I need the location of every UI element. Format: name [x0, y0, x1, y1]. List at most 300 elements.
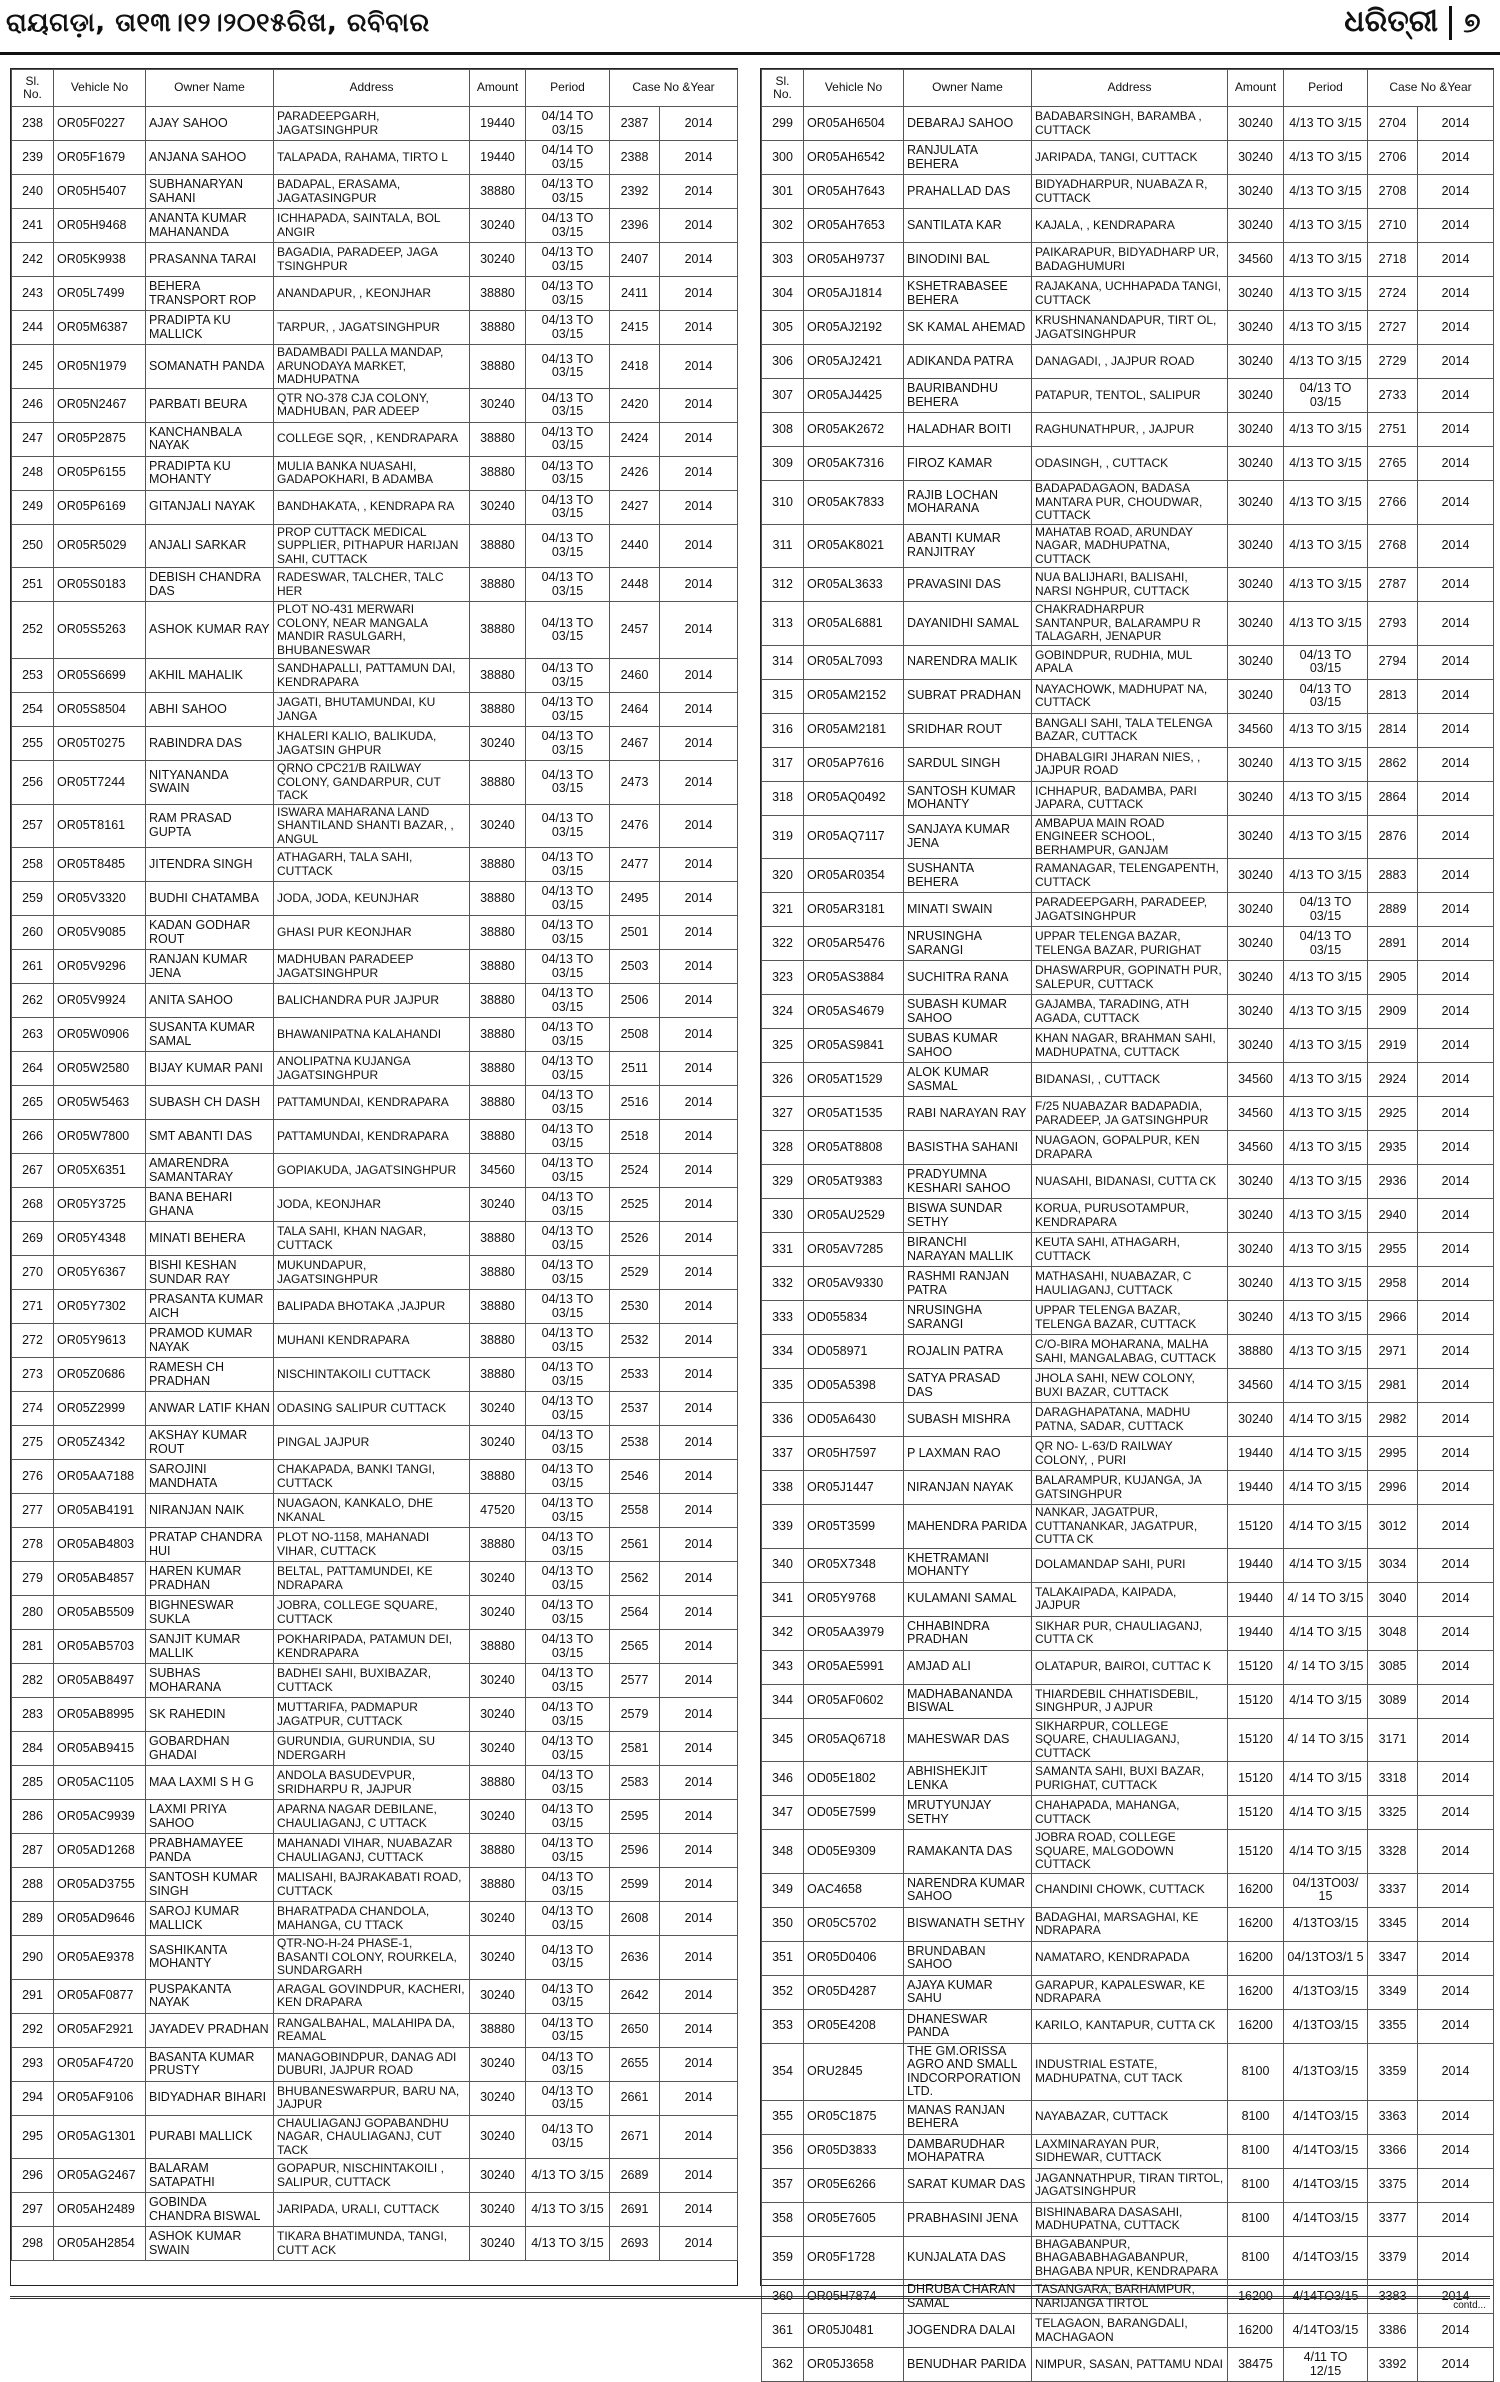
cell-case-no: 2464	[610, 693, 660, 727]
cell-address: DHASWARPUR, GOPINATH PUR, SALEPUR, CUTTACK	[1032, 961, 1228, 995]
cell-year: 2014	[1418, 2314, 1494, 2348]
cell-sl-no: 331	[762, 1233, 804, 1267]
cell-period: 04/13 TO 03/15	[526, 1528, 610, 1562]
cell-owner-name: AJAY SAHOO	[146, 107, 274, 141]
cell-owner-name: KSHETRABASEE BEHERA	[904, 277, 1032, 311]
cell-year: 2014	[660, 1460, 738, 1494]
cell-sl-no: 345	[762, 1718, 804, 1762]
table-row	[762, 141, 1494, 175]
table-row	[12, 1222, 738, 1256]
cell-owner-name: AMARENDRA SAMANTARAY	[146, 1154, 274, 1188]
cell-vehicle-no: OR05H5407	[54, 175, 146, 209]
cell-address: BADAMBADI PALLA MANDAP, ARUNODAYA MARKET, MADHUPATNA	[274, 345, 470, 389]
cell-case-no: 2396	[610, 209, 660, 243]
cell-sl-no: 306	[762, 345, 804, 379]
cell-address: MUHANI KENDRAPARA	[274, 1324, 470, 1358]
table-row	[12, 243, 738, 277]
cell-case-no: 2936	[1368, 1165, 1418, 1199]
cell-year: 2014	[660, 277, 738, 311]
cell-owner-name: KADAN GODHAR ROUT	[146, 916, 274, 950]
cell-vehicle-no: OR05Y6367	[54, 1256, 146, 1290]
cell-owner-name: AMJAD ALI	[904, 1650, 1032, 1684]
cell-year: 2014	[1418, 1873, 1494, 1907]
cell-vehicle-no: OR05Y9768	[804, 1582, 904, 1616]
cell-vehicle-no: OR05P6169	[54, 490, 146, 524]
cell-period: 4/13 TO 3/15	[1284, 713, 1368, 747]
table-row	[12, 2227, 738, 2261]
cell-vehicle-no: OR05M6387	[54, 311, 146, 345]
cell-vehicle-no: OR05W5463	[54, 1086, 146, 1120]
cell-period: 4/13 TO 3/15	[1284, 1267, 1368, 1301]
table-row	[762, 1233, 1494, 1267]
cell-owner-name: PRADIPTA KU MOHANTY	[146, 456, 274, 490]
cell-owner-name: PRADYUMNA KESHARI SAHOO	[904, 1165, 1032, 1199]
col-header-address: Address	[274, 70, 470, 107]
cell-owner-name: DAYANIDHI SAMAL	[904, 602, 1032, 646]
cell-case-no: 2883	[1368, 859, 1418, 893]
cell-case-no: 2526	[610, 1222, 660, 1256]
cell-sl-no: 304	[762, 277, 804, 311]
cell-case-no: 2704	[1368, 107, 1418, 141]
cell-case-no: 2424	[610, 422, 660, 456]
cell-vehicle-no: OR05N1979	[54, 345, 146, 389]
cell-owner-name: KUNJALATA DAS	[904, 2236, 1032, 2280]
cell-owner-name: GOBARDHAN GHADAI	[146, 1732, 274, 1766]
cell-vehicle-no: OR05J0481	[804, 2314, 904, 2348]
cell-period: 4/ 14 TO 3/15	[1284, 1582, 1368, 1616]
cell-vehicle-no: OR05AC1105	[54, 1766, 146, 1800]
table-row	[12, 1936, 738, 1980]
table-row	[12, 1528, 738, 1562]
cell-vehicle-no: OD05A6430	[804, 1403, 904, 1437]
cell-sl-no: 311	[762, 524, 804, 568]
cell-owner-name: HAREN KUMAR PRADHAN	[146, 1562, 274, 1596]
table-row	[762, 1907, 1494, 1941]
table-row	[762, 1369, 1494, 1403]
table-row	[762, 2348, 1494, 2382]
cell-sl-no: 242	[12, 243, 54, 277]
cell-period: 4/13 TO 3/15	[526, 2227, 610, 2261]
cell-amount: 38880	[470, 1528, 526, 1562]
cell-case-no: 2562	[610, 1562, 660, 1596]
cell-address: SAMANTA SAHI, BUXI BAZAR, PURIGHAT, CUTTACK	[1032, 1762, 1228, 1796]
cell-address: CHAHAPADA, MAHANGA, CUTTACK	[1032, 1796, 1228, 1830]
cell-owner-name: BAURIBANDHU BEHERA	[904, 379, 1032, 413]
cell-year: 2014	[1418, 1650, 1494, 1684]
cell-amount: 38880	[470, 602, 526, 659]
cell-owner-name: ABANTI KUMAR RANJITRAY	[904, 524, 1032, 568]
cell-sl-no: 292	[12, 2013, 54, 2047]
cell-amount: 38880	[470, 1120, 526, 1154]
cell-case-no: 2524	[610, 1154, 660, 1188]
cell-year: 2014	[1418, 2168, 1494, 2202]
cell-amount: 38880	[470, 761, 526, 805]
cell-year: 2014	[1418, 345, 1494, 379]
cell-case-no: 2503	[610, 950, 660, 984]
table-header-row	[762, 70, 1494, 107]
cell-case-no: 2671	[610, 2115, 660, 2159]
cell-vehicle-no: OR05AR5476	[804, 927, 904, 961]
table-row	[12, 1766, 738, 1800]
cell-case-no: 3034	[1368, 1548, 1418, 1582]
cell-owner-name: BALARAM SATAPATHI	[146, 2159, 274, 2193]
cell-period: 4/14TO3/15	[1284, 2236, 1368, 2280]
cell-year: 2014	[660, 1868, 738, 1902]
cell-vehicle-no: OR05AD9646	[54, 1902, 146, 1936]
cell-year: 2014	[1418, 713, 1494, 747]
cell-owner-name: SAROJ KUMAR MALLICK	[146, 1902, 274, 1936]
table-row	[12, 2013, 738, 2047]
cell-period: 04/13 TO 03/15	[1284, 893, 1368, 927]
cell-sl-no: 253	[12, 659, 54, 693]
table-row	[762, 1437, 1494, 1471]
cell-period: 04/13 TO 03/15	[526, 345, 610, 389]
cell-year: 2014	[660, 1290, 738, 1324]
cell-owner-name: DHANESWAR PANDA	[904, 2009, 1032, 2043]
cell-address: GHASI PUR KEONJHAR	[274, 916, 470, 950]
cell-amount: 30240	[470, 490, 526, 524]
cell-address: BHAGABANPUR, BHAGABABHAGABANPUR, BHAGABA NPUR, KENDRAPARA	[1032, 2236, 1228, 2280]
cell-address: DOLAMANDAP SAHI, PURI	[1032, 1548, 1228, 1582]
cell-sl-no: 293	[12, 2047, 54, 2081]
table-row	[762, 175, 1494, 209]
cell-case-no: 2533	[610, 1358, 660, 1392]
cell-vehicle-no: OR05AJ1814	[804, 277, 904, 311]
cell-case-no: 2995	[1368, 1437, 1418, 1471]
cell-amount: 30240	[470, 1732, 526, 1766]
cell-year: 2014	[1418, 1796, 1494, 1830]
cell-case-no: 2388	[610, 141, 660, 175]
cell-period: 04/13 TO 03/15	[1284, 927, 1368, 961]
cell-vehicle-no: OR05AB4857	[54, 1562, 146, 1596]
cell-period: 4/13 TO 3/15	[1284, 1131, 1368, 1165]
cell-amount: 16200	[1228, 1941, 1284, 1975]
cell-case-no: 2966	[1368, 1301, 1418, 1335]
table-row	[12, 1052, 738, 1086]
cell-sl-no: 336	[762, 1403, 804, 1437]
cell-period: 04/13 TO 03/15	[526, 175, 610, 209]
cell-case-no: 2891	[1368, 927, 1418, 961]
cell-period: 4/13 TO 3/15	[1284, 602, 1368, 646]
cell-amount: 38475	[1228, 2348, 1284, 2382]
table-row	[12, 1018, 738, 1052]
cell-vehicle-no: OR05X7348	[804, 1548, 904, 1582]
cell-amount: 30240	[470, 388, 526, 422]
cell-vehicle-no: OR05T8485	[54, 848, 146, 882]
cell-owner-name: NIRANJAN NAIK	[146, 1494, 274, 1528]
cell-address: MUKUNDAPUR, JAGATSINGHPUR	[274, 1256, 470, 1290]
cell-sl-no: 259	[12, 882, 54, 916]
cell-period: 04/13 TO 03/15	[526, 1664, 610, 1698]
cell-period: 4/14 TO 3/15	[1284, 1403, 1368, 1437]
cell-vehicle-no: OR05L7499	[54, 277, 146, 311]
cell-vehicle-no: OR05E7605	[804, 2202, 904, 2236]
cell-year: 2014	[660, 1596, 738, 1630]
cell-sl-no: 254	[12, 693, 54, 727]
col-header-amount: Amount	[1228, 70, 1284, 107]
cell-vehicle-no: OR05P2875	[54, 422, 146, 456]
cell-address: BADAPAL, ERASAMA, JAGATASINGPUR	[274, 175, 470, 209]
table-row	[12, 1732, 738, 1766]
page-footer	[0, 2290, 1500, 2339]
cell-year: 2014	[1418, 1233, 1494, 1267]
cell-owner-name: BUDHI CHATAMBA	[146, 882, 274, 916]
cell-case-no: 2650	[610, 2013, 660, 2047]
cell-year: 2014	[1418, 1548, 1494, 1582]
cell-owner-name: BASANTA KUMAR PRUSTY	[146, 2047, 274, 2081]
cell-owner-name: BENUDHAR PARIDA	[904, 2348, 1032, 2382]
cell-period: 4/ 14 TO 3/15	[1284, 1718, 1368, 1762]
cell-owner-name: SASHIKANTA MOHANTY	[146, 1936, 274, 1980]
cell-period: 04/13 TO 03/15	[1284, 679, 1368, 713]
cell-owner-name: SUCHITRA RANA	[904, 961, 1032, 995]
cell-owner-name: RAJIB LOCHAN MOHARANA	[904, 481, 1032, 525]
cell-period: 04/13 TO 03/15	[526, 727, 610, 761]
cell-sl-no: 300	[762, 141, 804, 175]
cell-address: PATTAMUNDAI, KENDRAPARA	[274, 1086, 470, 1120]
table-row	[12, 1120, 738, 1154]
cell-case-no: 2473	[610, 761, 660, 805]
cell-address: MALISAHI, BAJRAKABATI ROAD, CUTTACK	[274, 1868, 470, 1902]
cell-period: 04/13 TO 03/15	[526, 1324, 610, 1358]
cell-vehicle-no: OR05Z2999	[54, 1392, 146, 1426]
cell-case-no: 2794	[1368, 645, 1418, 679]
cell-sl-no: 354	[762, 2043, 804, 2100]
table-row	[762, 524, 1494, 568]
cell-year: 2014	[660, 456, 738, 490]
table-row	[12, 602, 738, 659]
cell-year: 2014	[1418, 1582, 1494, 1616]
table-row	[12, 2193, 738, 2227]
cell-year: 2014	[1418, 1335, 1494, 1369]
cell-amount: 30240	[1228, 345, 1284, 379]
table-row	[12, 1902, 738, 1936]
cell-year: 2014	[1418, 1471, 1494, 1505]
cell-vehicle-no: OR05AA7188	[54, 1460, 146, 1494]
cell-address: JARIPADA, TANGI, CUTTACK	[1032, 141, 1228, 175]
table-row	[762, 1267, 1494, 1301]
cell-vehicle-no: OR05F1679	[54, 141, 146, 175]
cell-address: BADAGHAI, MARSAGHAI, KE NDRAPARA	[1032, 1907, 1228, 1941]
cell-case-no: 2595	[610, 1800, 660, 1834]
cell-case-no: 3048	[1368, 1616, 1418, 1650]
cell-case-no: 2693	[610, 2227, 660, 2261]
cell-amount: 38880	[470, 916, 526, 950]
col-header-amount: Amount	[470, 70, 526, 107]
cell-owner-name: SUBASH MISHRA	[904, 1403, 1032, 1437]
cell-year: 2014	[1418, 2100, 1494, 2134]
cell-period: 04/13 TO 03/15	[526, 882, 610, 916]
cell-vehicle-no: OR05AV7285	[804, 1233, 904, 1267]
cell-amount: 38880	[470, 1766, 526, 1800]
cell-amount: 30240	[470, 1426, 526, 1460]
table-row	[12, 761, 738, 805]
cell-period: 04/13 TO 03/15	[526, 1256, 610, 1290]
cell-year: 2014	[660, 1222, 738, 1256]
table-row	[762, 1548, 1494, 1582]
cell-case-no: 3040	[1368, 1582, 1418, 1616]
cell-case-no: 2751	[1368, 413, 1418, 447]
table-row	[762, 1718, 1494, 1762]
cell-vehicle-no: OR05AB9415	[54, 1732, 146, 1766]
cell-year: 2014	[660, 1528, 738, 1562]
cell-owner-name: BISHI KESHAN SUNDAR RAY	[146, 1256, 274, 1290]
cell-amount: 30240	[1228, 107, 1284, 141]
cell-case-no: 2876	[1368, 815, 1418, 859]
cell-vehicle-no: OR05AF0877	[54, 1979, 146, 2013]
cell-owner-name: RANJULATA BEHERA	[904, 141, 1032, 175]
cell-vehicle-no: OR05H9468	[54, 209, 146, 243]
cell-year: 2014	[660, 804, 738, 848]
cell-case-no: 2460	[610, 659, 660, 693]
cell-sl-no: 301	[762, 175, 804, 209]
cell-owner-name: NARENDRA KUMAR SAHOO	[904, 1873, 1032, 1907]
table-row	[762, 311, 1494, 345]
table-row	[762, 602, 1494, 646]
cell-vehicle-no: OR05AD1268	[54, 1834, 146, 1868]
cell-address: SANDHAPALLI, PATTAMUN DAI, KENDRAPARA	[274, 659, 470, 693]
cell-owner-name: BIRANCHI NARAYAN MALLIK	[904, 1233, 1032, 1267]
table-row	[762, 927, 1494, 961]
cell-address: UPPAR TELENGA BAZAR, TELENGA BAZAR, PURIGHAT	[1032, 927, 1228, 961]
cell-vehicle-no: OR05C5702	[804, 1907, 904, 1941]
cell-case-no: 2925	[1368, 1097, 1418, 1131]
cell-period: 4/13 TO 3/15	[1284, 995, 1368, 1029]
cell-case-no: 2608	[610, 1902, 660, 1936]
cell-sl-no: 286	[12, 1800, 54, 1834]
cell-address: BELTAL, PATTAMUNDEI, KE NDRAPARA	[274, 1562, 470, 1596]
cell-owner-name: SANTILATA KAR	[904, 209, 1032, 243]
cell-sl-no: 251	[12, 568, 54, 602]
cell-amount: 34560	[1228, 713, 1284, 747]
cell-case-no: 2971	[1368, 1335, 1418, 1369]
cell-amount: 30240	[1228, 995, 1284, 1029]
cell-sl-no: 308	[762, 413, 804, 447]
cell-year: 2014	[660, 1732, 738, 1766]
cell-period: 4/ 14 TO 3/15	[1284, 1650, 1368, 1684]
cell-case-no: 2766	[1368, 481, 1418, 525]
table-row	[12, 2047, 738, 2081]
cell-period: 4/13 TO 3/15	[1284, 1233, 1368, 1267]
cell-address: RAGHUNATHPUR, , JAJPUR	[1032, 413, 1228, 447]
cell-address: MAHANADI VIHAR, NUABAZAR CHAULIAGANJ, CUTTACK	[274, 1834, 470, 1868]
cell-vehicle-no: OR05AS3884	[804, 961, 904, 995]
cell-amount: 38880	[470, 1052, 526, 1086]
cell-vehicle-no: OR05AT1529	[804, 1063, 904, 1097]
cell-period: 04/13 TO 03/15	[526, 1426, 610, 1460]
cell-sl-no: 297	[12, 2193, 54, 2227]
cell-amount: 38880	[470, 1358, 526, 1392]
cell-owner-name: SUBAS KUMAR SAHOO	[904, 1029, 1032, 1063]
cell-owner-name: JAYADEV PRADHAN	[146, 2013, 274, 2047]
cell-sl-no: 285	[12, 1766, 54, 1800]
cell-owner-name: PRAMOD KUMAR NAYAK	[146, 1324, 274, 1358]
cell-sl-no: 241	[12, 209, 54, 243]
cell-vehicle-no: OR05AQ0492	[804, 781, 904, 815]
cell-case-no: 2909	[1368, 995, 1418, 1029]
cell-amount: 8100	[1228, 2236, 1284, 2280]
cell-sl-no: 262	[12, 984, 54, 1018]
cell-sl-no: 344	[762, 1684, 804, 1718]
cell-amount: 19440	[1228, 1616, 1284, 1650]
cell-vehicle-no: OR05AE9378	[54, 1936, 146, 1980]
cell-amount: 30240	[470, 1936, 526, 1980]
footer-rule	[10, 2296, 1490, 2299]
vehicle-tax-table-right	[761, 69, 1494, 2382]
cell-vehicle-no: OR05AS9841	[804, 1029, 904, 1063]
cell-owner-name: HALADHAR BOITI	[904, 413, 1032, 447]
cell-address: BADABARSINGH, BARAMBA , CUTTACK	[1032, 107, 1228, 141]
cell-address: JOBRA, COLLEGE SQUARE, CUTTACK	[274, 1596, 470, 1630]
cell-vehicle-no: OR05T7244	[54, 761, 146, 805]
cell-sl-no: 246	[12, 388, 54, 422]
cell-period: 04/13 TO 03/15	[526, 2013, 610, 2047]
cell-owner-name: ABHI SAHOO	[146, 693, 274, 727]
table-row	[762, 2236, 1494, 2280]
cell-address: PARADEEPGARH, PARADEEP, JAGATSINGHPUR	[1032, 893, 1228, 927]
cell-address: F/25 NUABAZAR BADAPADIA, PARADEEP, JA GATSINGHPUR	[1032, 1097, 1228, 1131]
cell-period: 04/13 TO 03/15	[526, 1979, 610, 2013]
cell-vehicle-no: OR05AH2489	[54, 2193, 146, 2227]
cell-period: 4/13 TO 3/15	[1284, 1165, 1368, 1199]
cell-amount: 30240	[1228, 602, 1284, 646]
cell-year: 2014	[660, 727, 738, 761]
cell-year: 2014	[1418, 1941, 1494, 1975]
cell-case-no: 2864	[1368, 781, 1418, 815]
cell-sl-no: 320	[762, 859, 804, 893]
cell-address: BADAPADAGAON, BADASA MANTARA PUR, CHOUDWAR, CUTTACK	[1032, 481, 1228, 525]
cell-address: PAIKARAPUR, BIDYADHARP UR, BADAGHUMURI	[1032, 243, 1228, 277]
cell-period: 4/13 TO 3/15	[1284, 747, 1368, 781]
cell-period: 4/14TO3/15	[1284, 2168, 1368, 2202]
cell-year: 2014	[1418, 645, 1494, 679]
table-row	[762, 1650, 1494, 1684]
cell-sl-no: 295	[12, 2115, 54, 2159]
table-row	[762, 713, 1494, 747]
table-row	[12, 1630, 738, 1664]
table-row	[12, 1800, 738, 1834]
cell-vehicle-no: OR05Z0686	[54, 1358, 146, 1392]
table-row	[762, 893, 1494, 927]
cell-case-no: 2955	[1368, 1233, 1418, 1267]
cell-year: 2014	[1418, 1505, 1494, 1549]
cell-amount: 15120	[1228, 1650, 1284, 1684]
cell-period: 4/14TO3/15	[1284, 2100, 1368, 2134]
cell-vehicle-no: OR05F1728	[804, 2236, 904, 2280]
table-row	[762, 209, 1494, 243]
table-row	[12, 1154, 738, 1188]
cell-sl-no: 255	[12, 727, 54, 761]
cell-year: 2014	[1418, 2009, 1494, 2043]
cell-year: 2014	[1418, 1369, 1494, 1403]
cell-year: 2014	[660, 950, 738, 984]
cell-address: CHAULIAGANJ GOPABANDHU NAGAR, CHAULIAGANJ, CUT TACK	[274, 2115, 470, 2159]
cell-year: 2014	[660, 1188, 738, 1222]
cell-owner-name: AJAYA KUMAR SAHU	[904, 1975, 1032, 2009]
cell-amount: 30240	[1228, 141, 1284, 175]
cell-year: 2014	[1418, 1830, 1494, 1874]
cell-period: 4/13 TO 3/15	[1284, 107, 1368, 141]
cell-vehicle-no: OD05E9309	[804, 1830, 904, 1874]
cell-vehicle-no: OAC4658	[804, 1873, 904, 1907]
cell-period: 4/13 TO 3/15	[1284, 1301, 1368, 1335]
cell-case-no: 2440	[610, 524, 660, 568]
cell-period: 4/13 TO 3/15	[526, 2159, 610, 2193]
cell-sl-no: 332	[762, 1267, 804, 1301]
cell-year: 2014	[660, 2193, 738, 2227]
cell-case-no: 3325	[1368, 1796, 1418, 1830]
cell-vehicle-no: OR05AL7093	[804, 645, 904, 679]
